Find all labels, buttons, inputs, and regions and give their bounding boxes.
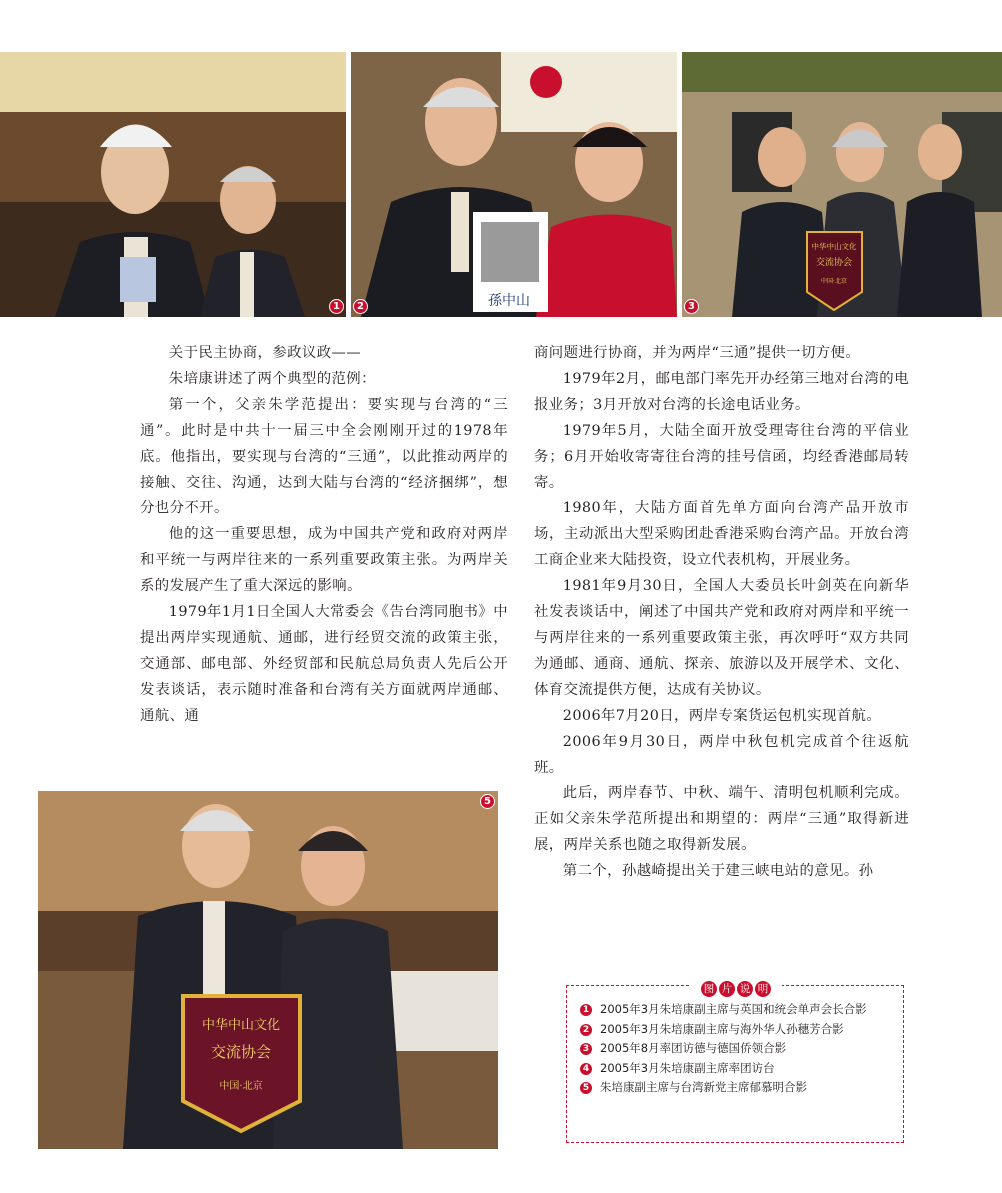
caption-number: 1 xyxy=(580,1004,592,1016)
caption-text: 2005年3月朱培康副主席与英国和统会单声会长合影 xyxy=(600,1002,867,1016)
caption-text: 朱培康副主席与台湾新党主席郁慕明合影 xyxy=(600,1080,807,1094)
caption-text: 2005年3月朱培康副主席与海外华人孙穗芳合影 xyxy=(600,1021,844,1036)
caption-item xyxy=(580,1060,896,1078)
caption-title-char: 片 xyxy=(719,981,735,997)
caption-list xyxy=(580,1001,896,1099)
photo-1-number: 1 xyxy=(329,299,344,314)
left-text-column xyxy=(140,341,508,730)
banner-line3: 中国·北京 xyxy=(219,1081,263,1092)
photo-3-number: 3 xyxy=(684,299,699,314)
caption-text: 2005年8月率团访德与德国侨领合影 xyxy=(600,1041,787,1055)
banner-small-line3: 中国·北京 xyxy=(821,278,847,285)
paragraph: 朱培康讲述了两个典型的范例： xyxy=(168,370,376,387)
caption-title-char: 图 xyxy=(701,981,717,997)
caption-text: 2005年3月朱培康副主席率团访台 xyxy=(600,1060,775,1075)
paragraph: 此后，两岸春节、中秋、端午、清明包机顺利完成。正如父亲朱学范所提出和期望的：两岸“三通”取得新进展，两岸关系也随之取得新发展。 xyxy=(534,785,909,854)
caption-number: 4 xyxy=(580,1063,592,1075)
paragraph: 第二个，孙越崎提出关于建三峡电站的意见。孙 xyxy=(562,863,874,880)
caption-title-char: 说 xyxy=(737,981,753,997)
photo-2-number: 2 xyxy=(353,299,368,314)
book-title: 孫中山 xyxy=(488,293,530,309)
paragraph: 1979年2月，邮电部门率先开办经第三地对台湾的电报业务；3月开放对台湾的长途电话业务。 xyxy=(534,370,909,413)
paragraph: 商问题进行协商，并为两岸“三通”提供一切方便。 xyxy=(534,345,861,361)
photo-5-image xyxy=(38,791,498,1149)
paragraph: 第一个，父亲朱学范提出：要实现与台湾的“三通”。此时是中共十一届三中全会刚刚开过的1978年底。他指出，要实现与台湾的“三通”，以此推动两岸的接触、交往、沟通，达到大陆与台湾的“经济捆绑”，想分也分不开。 xyxy=(140,396,508,517)
photo-5-number: 5 xyxy=(480,794,495,809)
photo-3-image xyxy=(682,52,1002,317)
caption-number: 2 xyxy=(580,1024,592,1036)
caption-number: 5 xyxy=(580,1082,592,1094)
paragraph: 关于民主协商，参政议政—— xyxy=(168,345,362,361)
right-text-column xyxy=(534,341,909,885)
paragraph: 1979年1月1日全国人大常委会《告台湾同胞书》中提出两岸实现通航、通邮，进行经贸交流的政策主张，交通部、邮电部、外经贸部和民航总局负责人先后公开发表谈话，表示随时准备和台湾有关方面就两岸通邮、通航、通 xyxy=(140,604,508,724)
paragraph: 他的这一重要思想，成为中国共产党和政府对两岸和平统一与两岸往来的一系列重要政策主张。为两岸关系的发展产生了重大深远的影响。 xyxy=(140,526,508,595)
paragraph: 1981年9月30日，全国人大委员长叶剑英在向新华社发表谈话中，阐述了中国共产党和政府对两岸和平统一与两岸往来的一系列重要政策主张，再次呼吁“双方共同为通邮、通商、通航、探亲、旅游以及开展学术、文化、体育交流提供方便，达成有关协议。 xyxy=(534,578,909,698)
caption-item xyxy=(580,1021,896,1039)
photo-2 xyxy=(351,52,677,317)
caption-title-char: 明 xyxy=(755,981,771,997)
photo-1-image xyxy=(0,52,346,317)
photo-1 xyxy=(0,52,346,317)
paragraph: 2006年9月30日，两岸中秋包机完成首个往返航班。 xyxy=(534,733,909,776)
banner-line1: 中华中山文化 xyxy=(201,1018,281,1033)
paragraph: 2006年7月20日，两岸专案货运包机实现首航。 xyxy=(562,707,882,724)
photo-2-image xyxy=(351,52,677,317)
banner-small-line2: 交流协会 xyxy=(815,258,853,268)
caption-item xyxy=(580,1001,896,1019)
banner-small-line1: 中华中山文化 xyxy=(811,242,857,251)
photo-captions-title xyxy=(690,977,782,995)
caption-item xyxy=(580,1079,896,1097)
paragraph: 1979年5月，大陆全面开放受理寄往台湾的平信业务；6月开始收寄寄往台湾的挂号信函，均经香港邮局转寄。 xyxy=(534,422,909,491)
caption-item xyxy=(580,1040,896,1058)
caption-number: 3 xyxy=(580,1043,592,1055)
photo-3 xyxy=(682,52,1002,317)
photo-5 xyxy=(38,791,498,1149)
paragraph: 1980年，大陆方面首先单方面向台湾产品开放市场，主动派出大型采购团赴香港采购台湾产品。开放台湾工商企业来大陆投资，设立代表机构，开展业务。 xyxy=(534,500,909,569)
banner-line2: 交流协会 xyxy=(210,1043,272,1061)
